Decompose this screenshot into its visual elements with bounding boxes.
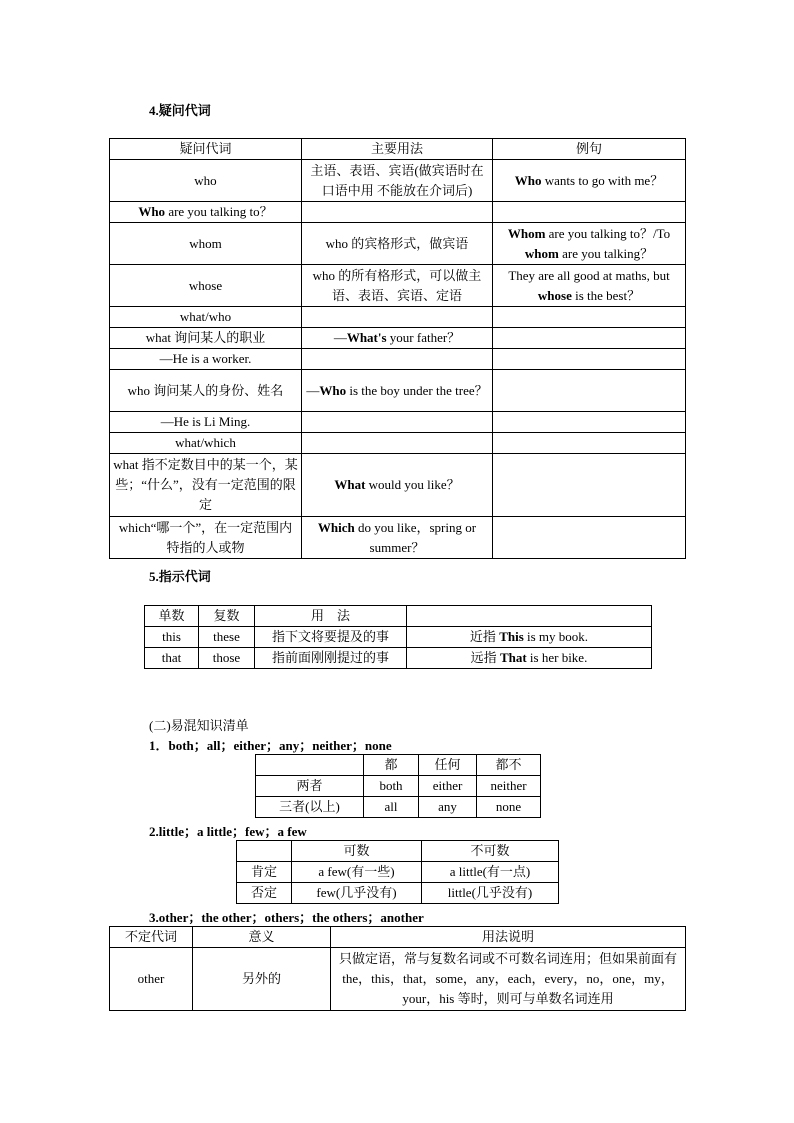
table-row [237,883,559,904]
table-cell: little(几乎没有) [422,883,559,904]
table-cell: Whom are you talking to？/To whom are you talking？ [493,223,686,265]
header-cell: 例句 [493,139,686,160]
table-cell: who 的所有格形式，可以做主语、表语、宾语、定语 [302,265,493,307]
table-cell: both [364,776,419,797]
table-row [110,160,686,202]
table-row [237,862,559,883]
table-cell: this [145,627,199,648]
table-cell: 指下文将要提及的事 [255,627,407,648]
table-header-row [145,606,652,627]
header-cell: 复数 [199,606,255,627]
table-cell: Who wants to go with me？ [493,160,686,202]
table-cell: either [419,776,477,797]
comparison-3-title: 3.other；the other；others；the others；another [149,910,424,925]
table-cell: Who are you talking to？ [110,202,302,223]
table-cell [302,412,493,433]
table-cell: neither [477,776,541,797]
table-row [110,454,686,517]
table-cell: whose [110,265,302,307]
comparison-2-title: 2.little；a little；few；a few [149,824,307,839]
table-cell: whom [110,223,302,265]
table-cell: who [110,160,302,202]
table-cell: what/which [110,433,302,454]
table-cell [493,517,686,559]
table-header-row [110,139,686,160]
header-cell: 主要用法 [302,139,493,160]
table-cell: 只做定语，常与复数名词或不可数名词连用；但如果前面有 the，this，that，some，any，each，every，no，one，my，your，his 等时，则可与单数名词连用 [331,948,686,1011]
table-cell: 否定 [237,883,292,904]
table-cell: that [145,648,199,669]
table-cell [493,370,686,412]
table-cell [302,202,493,223]
demonstrative-pronoun-table [144,605,652,669]
table-cell: all [364,797,419,818]
table-cell: a little(有一点) [422,862,559,883]
table-header-row [110,927,686,948]
header-cell: 都不 [477,755,541,776]
table-cell: what/who [110,307,302,328]
header-cell: 任何 [419,755,477,776]
table-cell: other [110,948,193,1011]
header-cell: 意义 [193,927,331,948]
header-cell: 可数 [292,841,422,862]
both-all-either-table [255,754,541,818]
table-row [110,202,686,223]
table-row [110,328,686,349]
header-cell [237,841,292,862]
table-cell: those [199,648,255,669]
section-5-title: 5.指示代词 [149,569,211,584]
table-cell: few(几乎没有) [292,883,422,904]
table-row [110,265,686,307]
table-cell [493,307,686,328]
header-cell: 单数 [145,606,199,627]
table-cell [302,307,493,328]
table-cell: 肯定 [237,862,292,883]
table-cell [493,433,686,454]
table-row [256,776,541,797]
interrogative-pronoun-table [109,138,686,559]
table-row [110,307,686,328]
table-cell: 主语、表语、宾语(做宾语时在口语中用 不能放在介词后) [302,160,493,202]
table-row [110,517,686,559]
table-cell: what 指不定数目中的某一个，某些；“什么”，没有一定范围的限定 [110,454,302,517]
table-row [110,433,686,454]
table-row [110,349,686,370]
table-cell [302,349,493,370]
header-cell: 用法说明 [331,927,686,948]
table-row [110,370,686,412]
confusion-title: (二)易混知识清单 [149,718,249,733]
header-cell: 用 法 [255,606,407,627]
table-cell: —He is Li Ming. [110,412,302,433]
table-cell: who 询问某人的身份、姓名 [110,370,302,412]
table-row [110,412,686,433]
table-cell: which“哪一个”，在一定范围内特指的人或物 [110,517,302,559]
table-cell: 近指 This is my book. [407,627,652,648]
table-cell: these [199,627,255,648]
table-cell: Which do you like，spring or summer？ [302,517,493,559]
header-cell [407,606,652,627]
table-cell: —Who is the boy under the tree？ [302,370,493,412]
table-cell: 另外的 [193,948,331,1011]
table-cell [493,454,686,517]
header-cell: 不可数 [422,841,559,862]
table-header-row [256,755,541,776]
table-cell: what 询问某人的职业 [110,328,302,349]
table-cell: 指前面刚刚提过的事 [255,648,407,669]
table-cell: 远指 That is her bike. [407,648,652,669]
little-few-table [236,840,559,904]
table-cell: They are all good at maths, but whose is the best？ [493,265,686,307]
other-another-table [109,926,686,1011]
table-row [145,627,652,648]
section-4-title: 4.疑问代词 [149,103,211,118]
table-cell: —What's your father？ [302,328,493,349]
table-cell: —He is a worker. [110,349,302,370]
table-header-row [237,841,559,862]
table-cell [493,328,686,349]
table-cell [493,202,686,223]
table-cell: a few(有一些) [292,862,422,883]
table-row [110,223,686,265]
table-cell: who 的宾格形式，做宾语 [302,223,493,265]
header-cell: 不定代词 [110,927,193,948]
table-cell: any [419,797,477,818]
comparison-1-title: 1．both；all；either；any；neither；none [149,738,392,753]
table-row [110,948,686,1011]
table-cell [493,412,686,433]
table-cell: What would you like？ [302,454,493,517]
table-row [145,648,652,669]
header-cell: 疑问代词 [110,139,302,160]
table-cell: 两者 [256,776,364,797]
table-cell: none [477,797,541,818]
table-row [256,797,541,818]
table-cell [302,433,493,454]
header-cell: 都 [364,755,419,776]
table-cell [493,349,686,370]
header-cell [256,755,364,776]
table-cell: 三者(以上) [256,797,364,818]
